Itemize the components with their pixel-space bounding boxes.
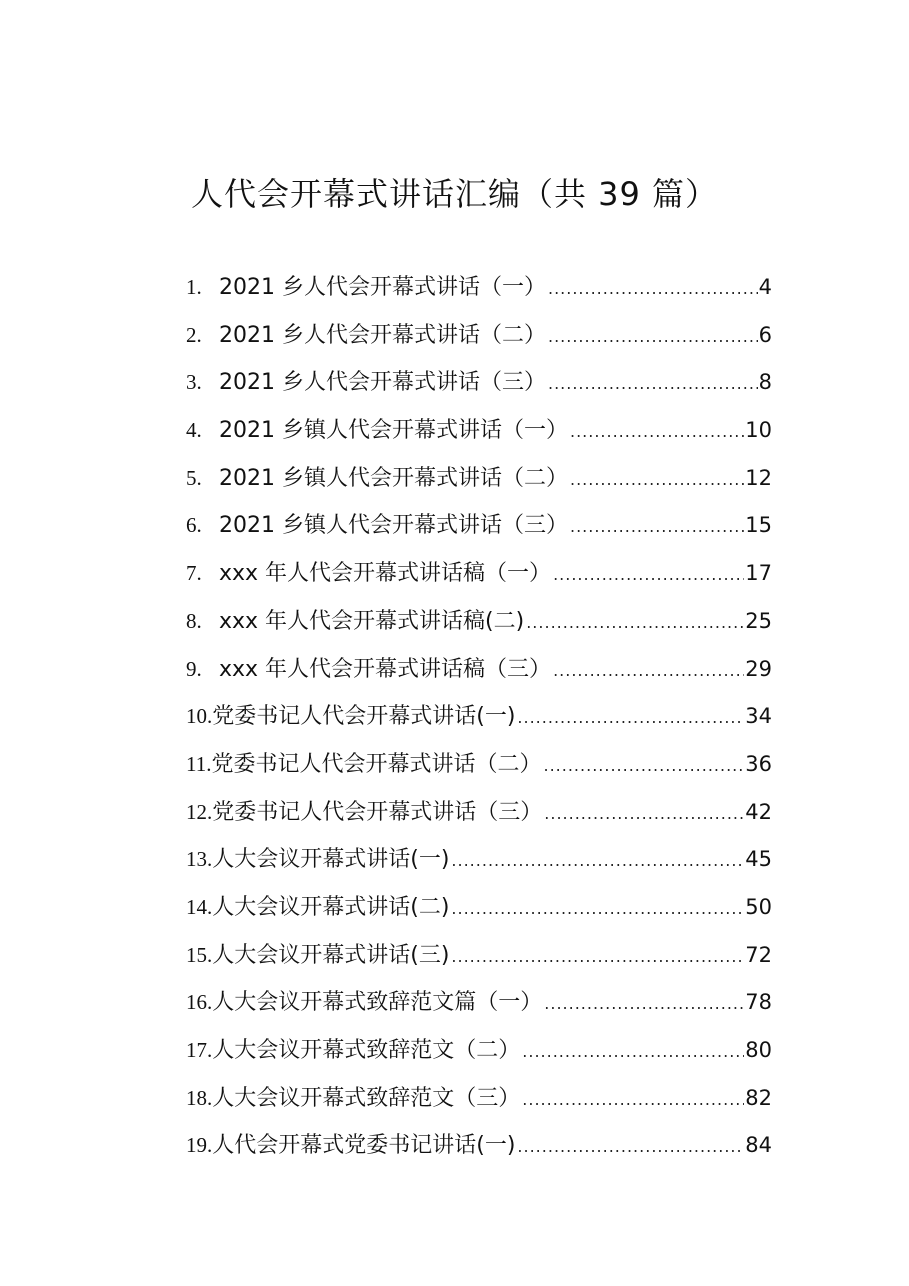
toc-entry-page: 12 (745, 465, 772, 490)
toc-entry-number: 8. (186, 608, 202, 633)
toc-entry-number: 11. (186, 751, 212, 776)
toc-entry-number: 5. (186, 465, 202, 490)
toc-entry-title: 2021 乡人代会开幕式讲话（三） (219, 370, 546, 396)
toc-entry-page: 34 (745, 704, 772, 729)
toc-entry-title: 党委书记人代会开幕式讲话(一) (212, 704, 516, 730)
document-title: 人代会开幕式讲话汇编（共 39 篇） (190, 175, 719, 213)
toc-entry-page: 72 (745, 942, 772, 967)
toc-leader-dots (570, 408, 744, 456)
toc-leader-dots (548, 265, 758, 313)
toc-entry-title: 人大会议开幕式讲话(二) (212, 894, 450, 920)
toc-entry[interactable] (186, 407, 772, 455)
toc-entry-page: 78 (745, 990, 772, 1015)
toc-entry-title: xxx 年人代会开幕式讲话稿（一） (219, 561, 552, 587)
table-of-contents (186, 264, 772, 1170)
toc-entry-page: 4 (758, 275, 772, 299)
toc-entry-number: 18. (186, 1085, 213, 1110)
toc-leader-dots (517, 694, 744, 742)
toc-entry-number: 9. (186, 656, 202, 681)
toc-leader-dots (548, 313, 758, 361)
toc-entry[interactable] (186, 1075, 772, 1123)
toc-entry-number: 1. (186, 275, 202, 299)
toc-leader-dots (522, 1076, 744, 1124)
toc-entry-page: 36 (745, 751, 772, 776)
toc-entry[interactable] (186, 1027, 772, 1075)
toc-entry-number: 13. (186, 847, 213, 872)
toc-entry[interactable] (186, 455, 772, 503)
toc-entry-page: 80 (745, 1038, 772, 1062)
toc-entry-number: 3. (186, 370, 202, 395)
toc-leader-dots (570, 503, 744, 551)
toc-leader-dots (451, 837, 744, 885)
toc-entry-page: 45 (745, 847, 772, 872)
toc-entry[interactable] (186, 979, 772, 1027)
toc-entry-page: 29 (745, 656, 772, 681)
toc-entry-page: 84 (745, 1133, 772, 1158)
toc-leader-dots (548, 360, 758, 408)
toc-entry-page: 82 (745, 1085, 772, 1110)
toc-entry-number: 7. (186, 561, 202, 586)
toc-leader-dots (544, 790, 744, 838)
toc-entry-page: 15 (745, 513, 772, 538)
toc-entry[interactable] (186, 789, 772, 837)
toc-entry[interactable] (186, 646, 772, 694)
toc-leader-dots (522, 1028, 744, 1076)
toc-entry-title: 人大会议开幕式讲话(一) (212, 847, 450, 873)
toc-entry-number: 16. (186, 990, 213, 1015)
toc-entry-page: 6 (758, 322, 772, 347)
toc-entry-title: 人大会议开幕式讲话(三) (212, 942, 450, 968)
toc-leader-dots (517, 1123, 744, 1171)
toc-entry-page: 8 (758, 370, 772, 395)
toc-entry-number: 2. (186, 322, 202, 347)
toc-entry[interactable] (186, 741, 772, 789)
toc-entry[interactable] (186, 312, 772, 360)
toc-leader-dots (570, 456, 744, 504)
toc-entry[interactable] (186, 598, 772, 646)
toc-entry-title: 2021 乡镇人代会开幕式讲话（三） (219, 513, 568, 539)
toc-leader-dots (544, 742, 745, 790)
toc-entry-title: 人代会开幕式党委书记讲话(一) (212, 1133, 516, 1159)
toc-entry-title: 人大会议开幕式致辞范文（三） (212, 1085, 521, 1111)
toc-entry-title: 2021 乡镇人代会开幕式讲话（一） (219, 418, 568, 444)
toc-entry-page: 25 (745, 608, 772, 633)
toc-entry[interactable] (186, 693, 772, 741)
toc-entry-page: 10 (745, 418, 772, 443)
toc-entry[interactable] (186, 359, 772, 407)
toc-entry[interactable] (186, 836, 772, 884)
toc-entry-page: 17 (745, 561, 772, 586)
toc-entry-title: 党委书记人代会开幕式讲话（三） (212, 799, 543, 825)
toc-leader-dots (553, 647, 744, 695)
toc-leader-dots (451, 933, 744, 981)
toc-entry[interactable] (186, 932, 772, 980)
toc-leader-dots (544, 980, 744, 1028)
toc-entry-title: 人大会议开幕式致辞范文（二） (212, 1038, 521, 1063)
toc-entry-number: 6. (186, 513, 202, 538)
toc-entry-number: 15. (186, 942, 213, 967)
toc-entry[interactable] (186, 550, 772, 598)
toc-entry-title: 2021 乡人代会开幕式讲话（二） (219, 322, 546, 348)
toc-entry-title: xxx 年人代会开幕式讲话稿（三） (219, 656, 552, 682)
toc-entry-number: 10. (186, 704, 213, 729)
toc-leader-dots (526, 599, 744, 647)
toc-entry-number: 17. (186, 1038, 213, 1062)
toc-entry-title: 2021 乡镇人代会开幕式讲话（二） (219, 465, 568, 491)
toc-entry-title: 党委书记人代会开幕式讲话（二） (211, 751, 542, 777)
toc-leader-dots (451, 885, 744, 933)
toc-entry-number: 19. (186, 1133, 213, 1158)
toc-entry-number: 14. (186, 894, 213, 919)
toc-leader-dots (553, 551, 744, 599)
toc-entry-title: xxx 年人代会开幕式讲话稿(二) (219, 608, 525, 634)
toc-entry[interactable] (186, 884, 772, 932)
toc-entry[interactable] (186, 1122, 772, 1170)
toc-entry-title: 人大会议开幕式致辞范文篇（一） (212, 990, 543, 1016)
toc-entry[interactable] (186, 502, 772, 550)
toc-entry-page: 42 (745, 799, 772, 824)
toc-entry[interactable] (186, 264, 772, 312)
toc-entry-title: 2021 乡人代会开幕式讲话（一） (219, 275, 546, 300)
toc-entry-number: 12. (186, 799, 213, 824)
toc-entry-number: 4. (186, 418, 202, 443)
toc-entry-page: 50 (745, 894, 772, 919)
